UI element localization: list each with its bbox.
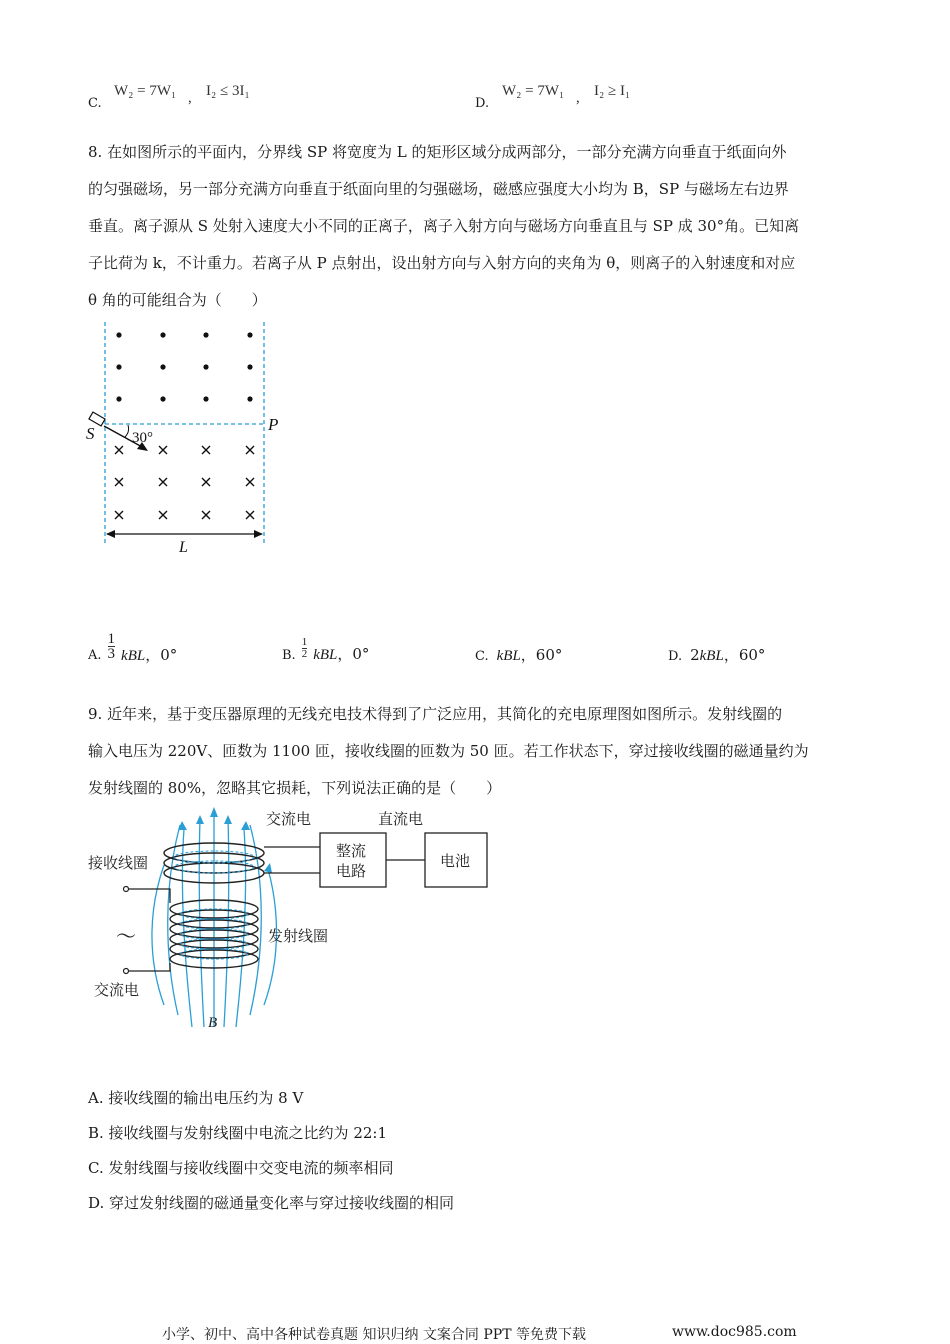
q8-option-b (282, 628, 369, 668)
q8-option-c-angle: ，60° (520, 646, 563, 664)
q8-option-d-label: D. (668, 649, 683, 664)
width-arrow-left (106, 530, 115, 538)
q8-line-2: 的匀强磁场，另一部分充满方向垂直于纸面向里的匀强磁场，磁感应强度大小均为 B，SP 与磁场左右边界 (88, 180, 789, 198)
label-b: B (208, 1015, 218, 1031)
field-out-dots (116, 332, 252, 401)
q8-option-a-angle: ，0° (145, 645, 178, 664)
q8-option-a-frac-den: 3 (107, 645, 116, 662)
label-ac-bottom: 交流电 (94, 981, 140, 999)
q9-option-d: D. 穿过发射线圈的磁通量变化率与穿过接收线圈的相同 (88, 1194, 455, 1212)
q8-option-b-frac-num: 1 (301, 635, 308, 648)
q8-option-c-expr: kBL (496, 648, 521, 664)
q8-option-c (475, 644, 562, 665)
q9-wireless-charging-figure (80, 805, 500, 1035)
q9-option-a: A. 接收线圈的输出电压约为 8 V (88, 1089, 304, 1107)
q8-option-d (668, 644, 765, 665)
q8-option-b-fraction (302, 637, 308, 660)
q8-option-d-expr: kBL (699, 648, 724, 664)
q8-line-1: 8. 在如图所示的平面内，分界线 SP 将宽度为 L 的矩形区域分成两部分，一部分充满方向垂直于纸面向外 (88, 143, 787, 161)
label-receiver: 接收线圈 (88, 854, 149, 872)
q7-option-c-comma: , (188, 90, 192, 106)
q8-line-5: θ 角的可能组合为（ ） (88, 291, 267, 309)
q9-line-3: 发射线圈的 80%，忽略其它损耗，下列说法正确的是（ ） (88, 779, 502, 797)
q8-option-d-angle: ，60° (723, 646, 766, 664)
footer-text: 小学、初中、高中各种试卷真题 知识归纳 文案合同 PPT 等免费下载 (162, 1327, 586, 1343)
q9-line-1: 9. 近年来，基于变压器原理的无线充电技术得到了广泛应用，其简化的充电原理图如图所示。发射线圈的 (88, 705, 783, 723)
angle-arc (125, 425, 129, 437)
q8-magnetic-field-figure (80, 318, 300, 563)
q7-option-d-expr1: W₂ = 7W₁ (502, 83, 565, 99)
q8-option-a-fraction (108, 632, 116, 661)
ac-wire-bottom (128, 963, 170, 971)
width-arrow-right (254, 530, 263, 538)
label-p: P (268, 415, 279, 434)
q7-option-d-expr2: I₂ ≥ I₁ (594, 83, 631, 99)
q8-line-4: 子比荷为 k，不计重力。若离子从 P 点射出，设出射方向与入射方向的夹角为 θ，则离子的入射速度和对应 (88, 254, 796, 272)
q7-option-c-expr1: W₂ = 7W₁ (114, 83, 177, 99)
label-tilde: ～ (116, 926, 136, 948)
ac-terminal-bottom (124, 969, 129, 974)
label-ac-top: 交流电 (266, 810, 312, 828)
q8-option-a-expr: kBL (121, 647, 146, 664)
q8-option-b-angle: ，0° (337, 644, 370, 663)
label-battery: 电池 (440, 852, 471, 870)
q7-option-c-label: C. (88, 96, 102, 111)
q7-option-c-expr2: I₂ ≤ 3I₁ (206, 83, 250, 99)
field-in-crosses (115, 446, 254, 519)
q9-option-b: B. 接收线圈与发射线圈中电流之比约为 22:1 (88, 1124, 388, 1142)
q8-option-d-coef: 2 (690, 646, 700, 664)
q8-option-a (88, 620, 177, 668)
q8-option-b-frac-den: 2 (301, 647, 308, 660)
q8-option-a-label: A. (88, 647, 102, 663)
label-dc: 直流电 (378, 810, 424, 828)
ac-terminal-top (124, 887, 129, 892)
label-rectifier-2: 电路 (336, 862, 367, 880)
label-s: S (86, 424, 95, 443)
label-angle: 30° (132, 430, 153, 446)
q8-option-b-label: B. (282, 647, 296, 663)
q7-option-d-label: D. (475, 96, 490, 111)
label-width: L (179, 539, 188, 556)
q7-option-d-comma: , (576, 90, 580, 106)
q8-option-a-frac-num: 1 (107, 630, 116, 647)
q8-line-3: 垂直。离子源从 S 处射入速度大小不同的正离子，离子入射方向与磁场方向垂直且与 SP 成 30°角。已知离 (88, 217, 800, 235)
q8-option-b-expr: kBL (313, 646, 338, 663)
q8-option-c-label: C. (475, 649, 489, 664)
footer-url[interactable]: www.doc985.com (672, 1324, 797, 1340)
q9-option-c: C. 发射线圈与接收线圈中交变电流的频率相同 (88, 1159, 394, 1177)
label-rectifier-1: 整流 (336, 842, 367, 860)
q9-line-2: 输入电压为 220V、匝数为 1100 匝，接收线圈的匝数为 50 匝。若工作状态下，穿过接收线圈的磁通量约为 (88, 742, 809, 760)
label-transmitter: 发射线圈 (268, 927, 329, 945)
ac-wire-top (128, 889, 170, 903)
